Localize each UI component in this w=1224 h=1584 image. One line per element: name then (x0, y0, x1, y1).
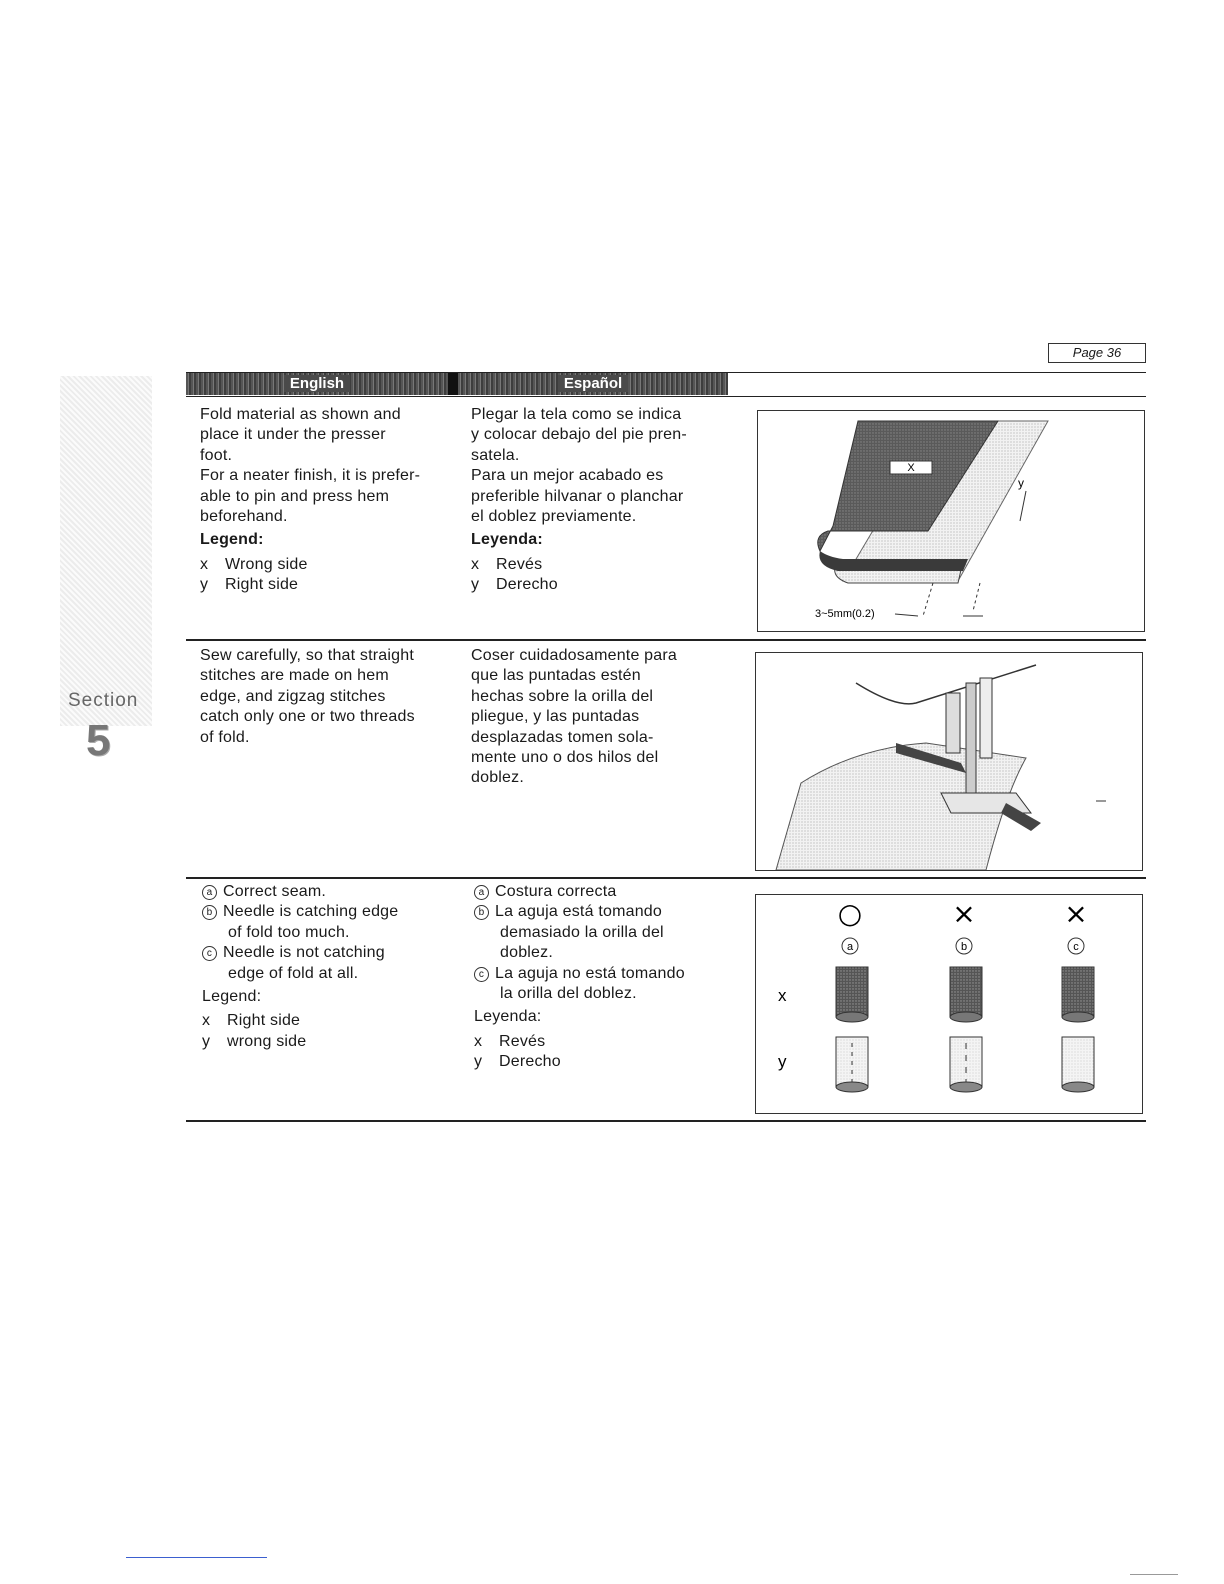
text-line: Fold material as shown and (200, 406, 401, 423)
seam-comparison-figure (755, 894, 1143, 1114)
block1-english (200, 405, 460, 596)
legend-text: Right side (227, 1012, 301, 1030)
text-line: mente uno o dos hilos del (471, 749, 659, 767)
block2-english (200, 646, 462, 748)
list-item (202, 902, 464, 922)
list-item (202, 882, 464, 902)
legend-item (202, 1032, 464, 1052)
legend-item (474, 1052, 736, 1072)
text-line: pliegue, y las puntadas (471, 708, 640, 726)
item-text-continued: la orilla del doblez. (500, 985, 637, 1003)
english-header-label: English (284, 375, 350, 392)
item-text-continued: demasiado la orilla del (500, 923, 664, 941)
circled-letter-c: c (202, 946, 217, 961)
header-divider (448, 373, 458, 395)
legend-title: Leyenda: (471, 531, 543, 549)
legend-key: y (200, 576, 209, 594)
section-divider (186, 639, 1146, 641)
list-item (202, 943, 464, 963)
text-line: que las puntadas estén (471, 667, 641, 685)
text-line: stitches are made on hem (200, 667, 389, 685)
page-number-label: Page 36 (1048, 343, 1146, 363)
english-header (186, 373, 448, 395)
block3-english (202, 882, 464, 1052)
legend-key: y (471, 576, 480, 594)
circled-letter-c: c (474, 967, 489, 982)
circled-letter-a: a (474, 885, 489, 900)
item-text: Costura correcta (495, 883, 617, 900)
wrong-mark-icon: × (1064, 897, 1088, 930)
section-word: Section (68, 690, 139, 711)
row-label-x: x (778, 986, 787, 1005)
item-text: La aguja no está tomando (495, 964, 685, 982)
text-line: Sew carefully, so that straight (200, 647, 414, 664)
circled-letter-a: a (202, 885, 217, 900)
block2-spanish (471, 646, 733, 789)
text-line: hechas sobre la orilla del (471, 687, 654, 705)
seam-comparison-drawing (756, 895, 1142, 1113)
section-divider (186, 877, 1146, 879)
legend-item (471, 555, 733, 575)
item-text: Needle is not catching (223, 944, 385, 962)
fold-label-x: X (907, 462, 915, 474)
text-line: Plegar la tela como se indica (471, 406, 682, 423)
spanish-header (458, 373, 728, 395)
seam-allowance-label: 3~5mm(0.2) (815, 608, 875, 620)
item-text-continued: edge of fold at all. (228, 964, 359, 982)
text-line: el doblez previamente. (471, 508, 637, 526)
legend-title: Legend: (200, 531, 264, 549)
item-text-continued: doblez. (500, 944, 553, 962)
legend-key: x (471, 555, 480, 573)
block3-spanish (474, 882, 736, 1073)
page-footer-mark (1130, 1574, 1178, 1575)
list-item (474, 882, 736, 902)
legend-text: Wrong side (225, 555, 308, 573)
text-line: doblez. (471, 769, 524, 787)
correct-mark-icon: ○ (837, 897, 863, 930)
text-line: Coser cuidadosamente para (471, 647, 678, 664)
circled-letter-b: b (960, 941, 968, 953)
text-line: beforehand. (200, 508, 288, 526)
circled-letter-a: a (846, 941, 854, 953)
text-line: catch only one or two threads (200, 708, 415, 726)
section-tab-background (60, 376, 152, 726)
text-line: y colocar debajo del pie pren- (471, 426, 687, 444)
legend-text: Derecho (496, 576, 558, 594)
legend-item (200, 555, 460, 575)
text-line: preferible hilvanar o planchar (471, 487, 684, 505)
legend-key: y (202, 1032, 211, 1050)
spanish-header-label: Español (558, 375, 628, 392)
folded-fabric-drawing (758, 411, 1144, 631)
legend-key: x (202, 1012, 211, 1030)
legend-text: Revés (499, 1032, 546, 1050)
legend-key: x (200, 555, 209, 573)
text-line: satela. (471, 446, 520, 464)
presser-foot-illustration (755, 652, 1143, 871)
legend-text: Right side (225, 576, 299, 594)
item-text: Correct seam. (223, 883, 327, 900)
legend-item (471, 575, 733, 595)
legend-item (202, 1011, 464, 1031)
legend-text: wrong side (227, 1032, 307, 1050)
list-item (474, 902, 736, 922)
legend-item (200, 575, 460, 595)
text-line: desplazadas tomen sola- (471, 728, 654, 746)
text-line: edge, and zigzag stitches (200, 687, 386, 705)
row-label-y: y (778, 1052, 787, 1071)
section-number: 5 (86, 716, 111, 765)
text-line: able to pin and press hem (200, 487, 390, 505)
wrong-mark-icon: × (952, 897, 976, 930)
header-bottom-line (186, 396, 1146, 397)
circled-letter-b: b (474, 905, 489, 920)
block1-spanish (471, 405, 733, 596)
legend-title: Leyenda: (474, 1008, 542, 1026)
legend-title: Legend: (202, 988, 262, 1006)
item-text: La aguja está tomando (495, 903, 662, 921)
legend-item (474, 1032, 736, 1052)
circled-letter-b: b (202, 905, 217, 920)
page-footer-line (126, 1557, 267, 1558)
legend-text: Revés (496, 555, 543, 573)
item-text: Needle is catching edge (223, 903, 399, 921)
legend-text: Derecho (499, 1053, 561, 1071)
text-line: Para un mejor acabado es (471, 467, 664, 485)
fold-illustration (757, 410, 1145, 632)
fold-label-y: y (1018, 476, 1024, 490)
legend-key: x (474, 1032, 483, 1050)
item-text-continued: of fold too much. (228, 923, 350, 941)
text-line: place it under the presser (200, 426, 386, 444)
circled-letter-c: c (1073, 941, 1079, 953)
list-item (474, 964, 736, 984)
text-line: For a neater finish, it is prefer- (200, 467, 421, 485)
sewing-machine-foot-drawing (756, 653, 1142, 870)
text-line: of fold. (200, 728, 250, 746)
legend-key: y (474, 1053, 483, 1071)
section-divider (186, 1120, 1146, 1122)
text-line: foot. (200, 446, 233, 464)
